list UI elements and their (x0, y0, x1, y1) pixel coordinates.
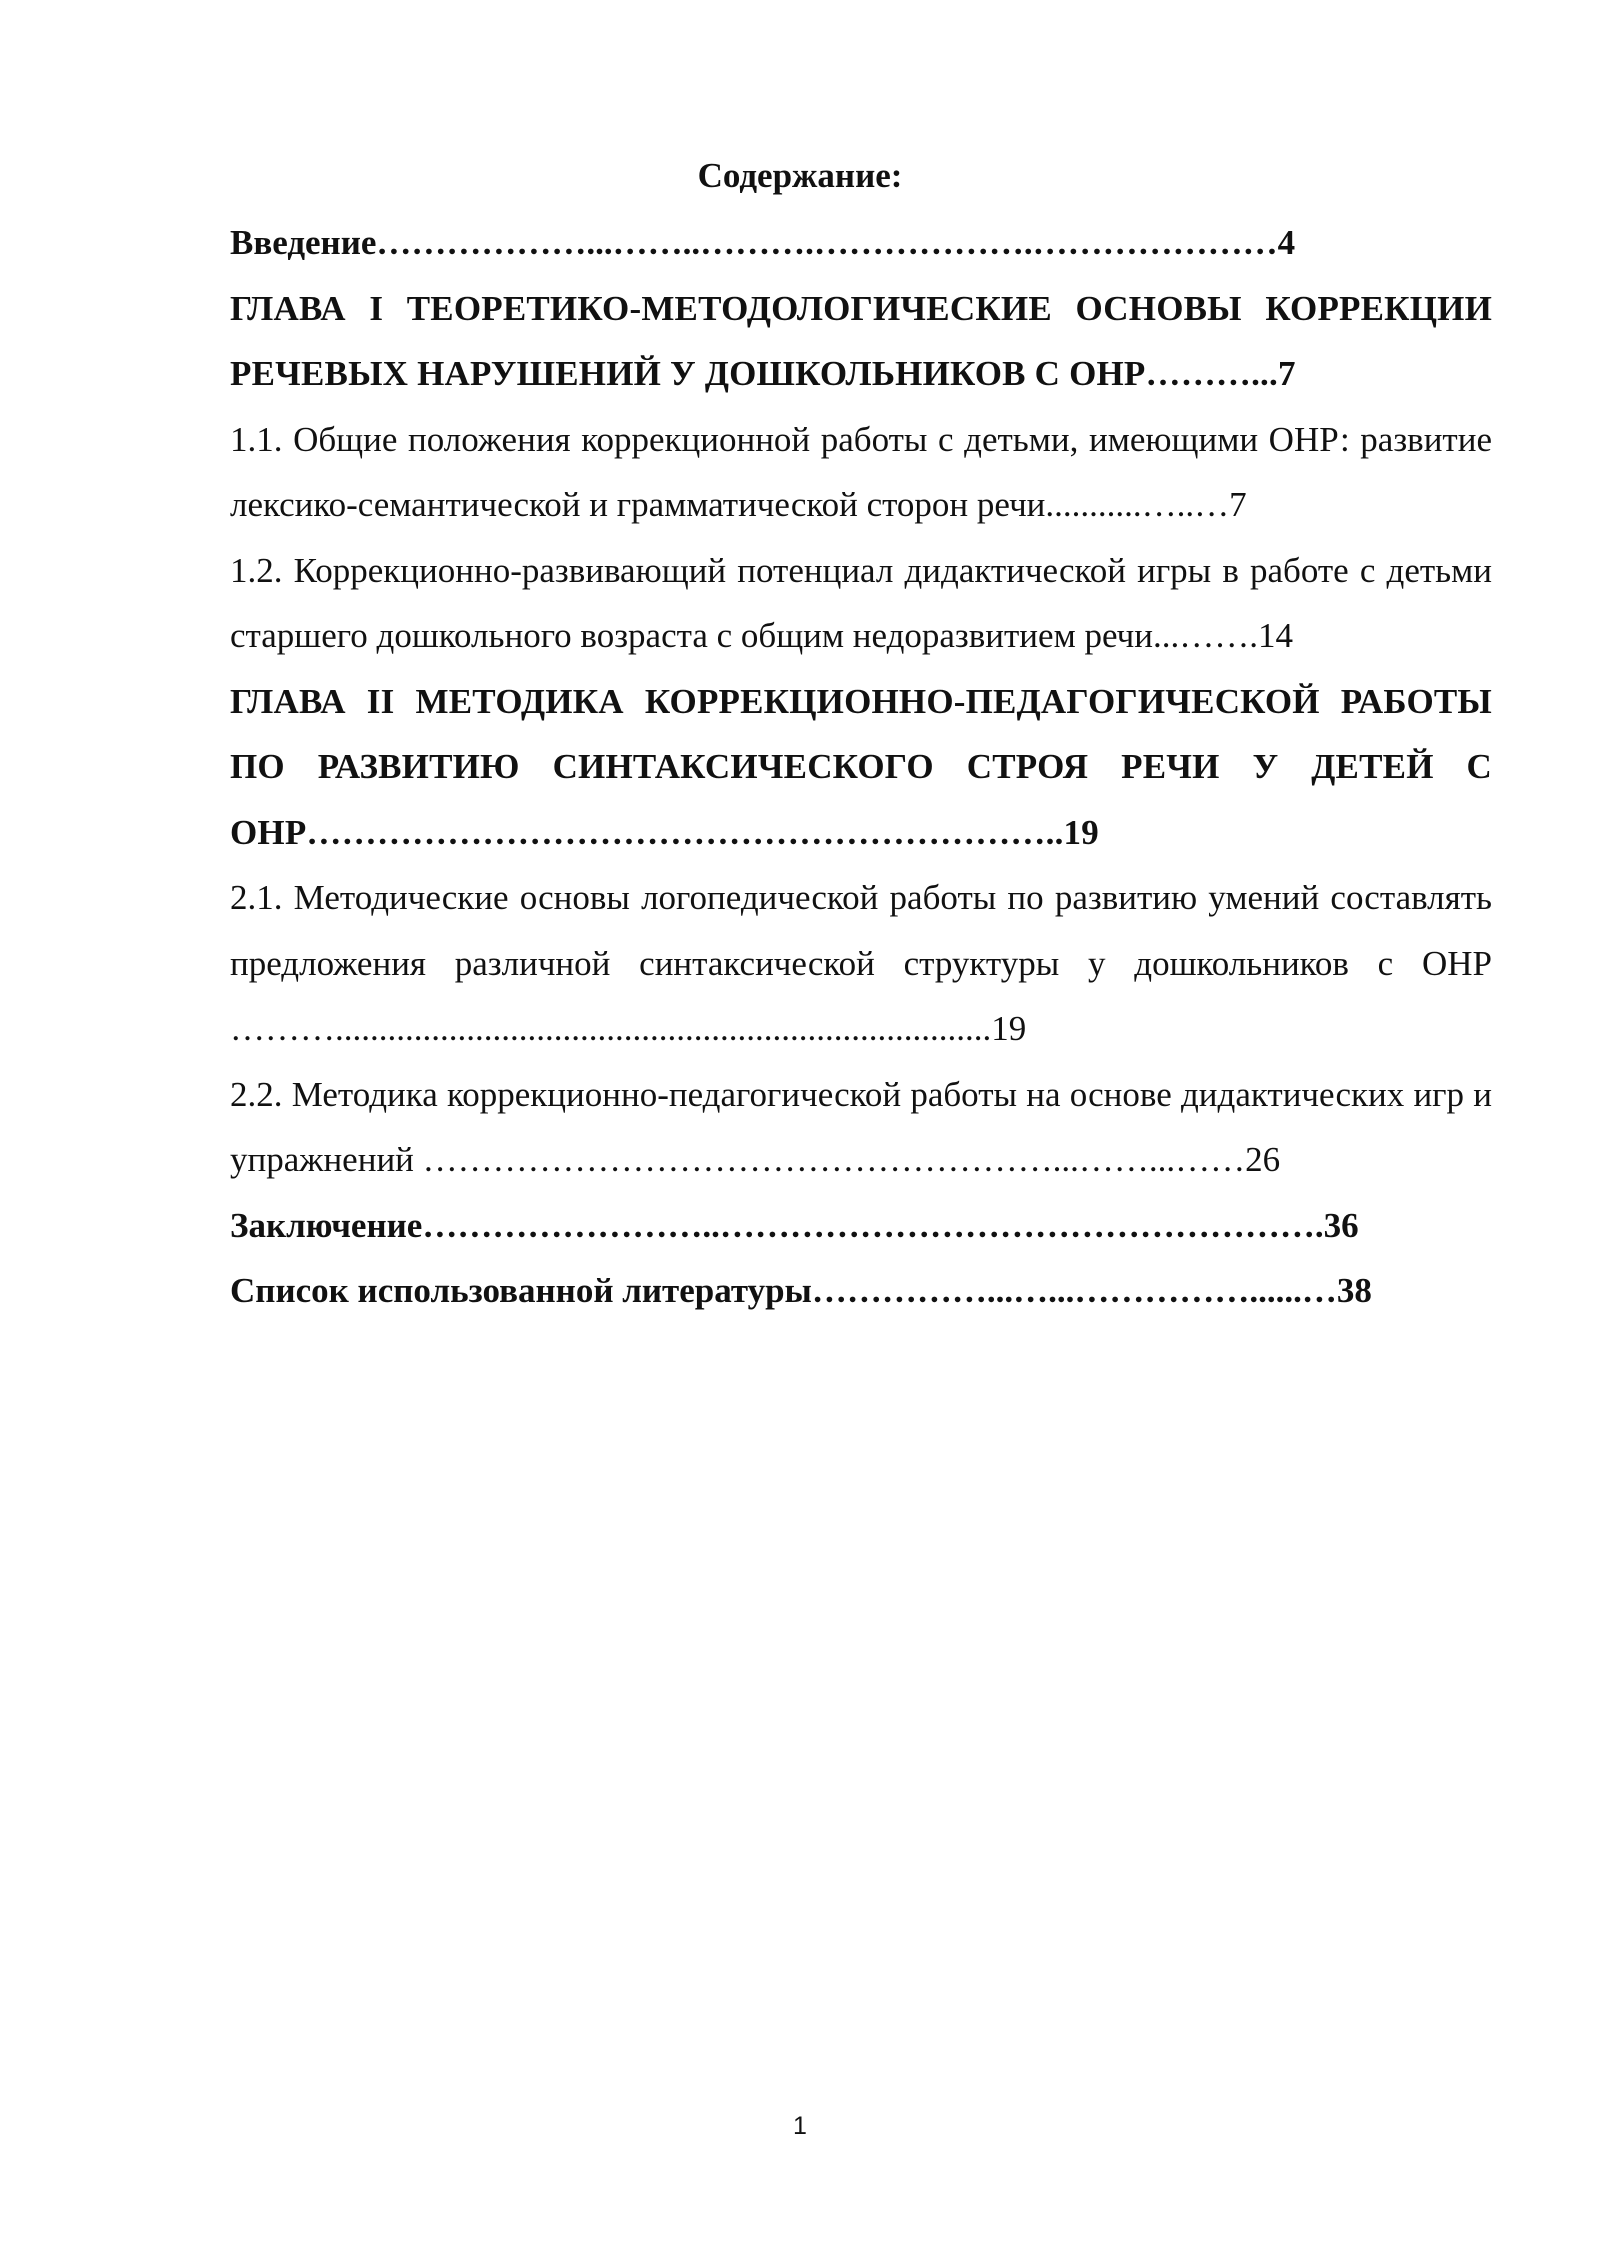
toc-entry-section-2-2: 2.2. Методика коррекционно-педагогической работы на основе дидактических игр и упражнений ………………………………………………...……...……26 (230, 1074, 1492, 1179)
toc-entry-introduction: Введение………………...……..……….……………….…………………4 (230, 223, 1296, 262)
toc-entry-section-1-2: 1.2. Коррекционно-развивающий потенциал дидактической игры в работе с детьми старшего дошкольного возраста с общим недоразвитием речи...…….14 (230, 550, 1492, 655)
table-of-contents (230, 210, 1492, 1324)
toc-entry-chapter-2: ГЛАВА II МЕТОДИКА КОРРЕКЦИОННО-ПЕДАГОГИЧЕСКОЙ РАБОТЫ ПО РАЗВИТИЮ СИНТАКСИЧЕСКОГО СТРОЯ РЕЧИ У ДЕТЕЙ С ОНР………………………………………………………..19 (230, 681, 1492, 852)
toc-entry-section-1-1: 1.1. Общие положения коррекционной работы с детьми, имеющими ОНР: развитие лексико-семантической и грамматической сторон речи...........…..…7 (230, 419, 1492, 524)
toc-entry-conclusion: Заключение……………………..…………………………………………….36 (230, 1205, 1359, 1245)
toc-entry-chapter-1: ГЛАВА I ТЕОРЕТИКО-МЕТОДОЛОГИЧЕСКИЕ ОСНОВЫ КОРРЕКЦИИ РЕЧЕВЫХ НАРУШЕНИЙ У ДОШКОЛЬНИКОВ С ОНР………...7 (230, 288, 1492, 393)
page-number: 1 (793, 2112, 807, 2140)
toc-title: Содержание: (697, 156, 903, 195)
toc-entry-section-2-1: 2.1. Методические основы логопедической работы по развитию умений составлять предложения различной синтаксической структуры у дошкольников с ОНР ………...........................................................................19 (230, 878, 1492, 1048)
toc-entry-references: Список использованной литературы……………...…...……………......…38 (230, 1271, 1372, 1310)
